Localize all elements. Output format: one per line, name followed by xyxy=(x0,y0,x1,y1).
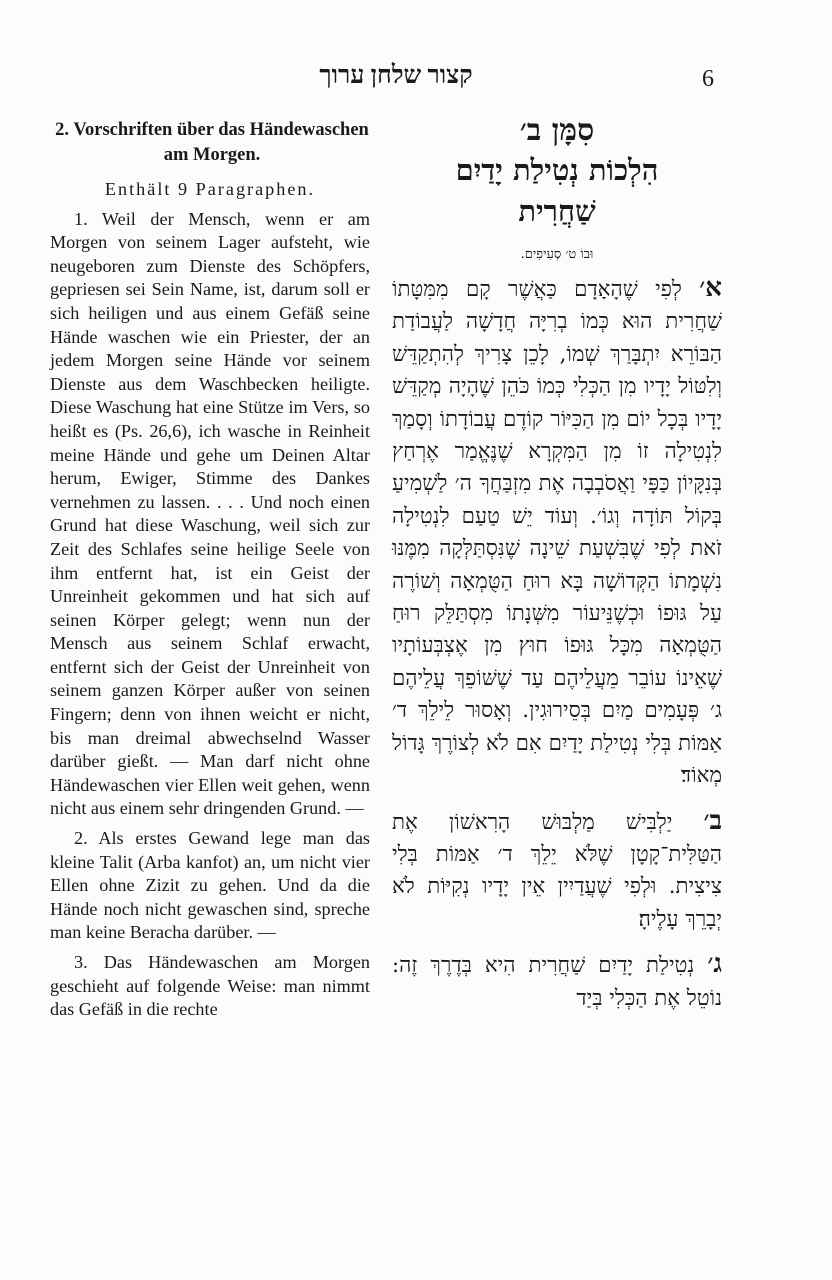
section-title: 2. Vorschriften über das Händewaschen am Morgen. xyxy=(55,120,369,165)
german-paragraph-1: 1. Weil der Mensch, wenn er am Morgen von seinem Lager aufsteht, wie neugeboren zum Dienste des Schöpfers, gepriesen sei Sein Name, ist, darum soll er sich heiligen und aus einem Gefäß seine Hände waschen wie ein Priester, der an jedem Morgen seine Hände vor seinem Dienste aus dem Waschbecken heiligte. Diese Waschung hat eine Stütze im Vers, so heißt es (Ps. 26,6), ich wasche in Reinheit meine Hände und gehe um Deinen Altar herum, Ewiger, Stimme des Dankes vernehmen zu lassen. . . . Und noch einen Grund hat diese Waschung, weil sich zur Zeit des Schlafes seine heilige Seele von ihm entfernt hat, ist ein Geist der Unreinheit gekommen und hat sich auf seinen Körper gelegt; wenn nun der Mensch aus seinem Schlaf erwacht, entfernt sich der Geist der Unreinheit von seinem ganzen Körper außer von seinen Fingern; denn von ihnen weicht er nicht, bis man dreimal abwechselnd Wasser darüber gießt. — Man darf nicht ohne Händewaschen vier Ellen weit gehen, wenn nicht aus einem sehr dringenden Grund. — xyxy=(50,208,370,819)
german-paragraph-2: 2. Als erstes Gewand lege man das kleine Talit (Arba kanfot) an, um nicht vier Ellen ohne Zizit zu gehen. Und da die Hände noch nicht gewaschen sind, spreche man keine Beracha darüber. — xyxy=(50,828,370,943)
page-number: 6 xyxy=(702,66,714,92)
hebrew-paragraph-3 xyxy=(392,948,722,1015)
hebrew-paragraph-count: וּבוֹ ט׳ סְעִיפִים. xyxy=(520,247,594,262)
hebrew-paragraph-1 xyxy=(392,272,722,793)
hebrew-paragraph-letter: ג׳ xyxy=(707,949,722,980)
running-title: קצור שלחן ערוך xyxy=(319,62,473,89)
hebrew-paragraph-text: נְטִילַת יָדַיִם שַׁחֲרִית הִיא בְּדֶרֶךְ זֶה: נוֹטֵל אֶת הַכְּלִי בְּיַד xyxy=(392,953,722,1011)
hebrew-title-line-2: שַׁחֲרִית xyxy=(518,194,596,228)
hebrew-paragraph-text: לְפִי שֶׁהָאָדָם כַּאֲשֶׁר קָם מִמִּטָּתוֹ שַׁחֲרִית הוּא כְּמוֹ בְרִיָּה חֲדָשָׁה לַעֲבוֹדַת הַבּוֹרֵא יִתְבָּרַךְ שְׁמוֹ, לָכֵן צָרִיךְ לְהִתְקַדֵּשׁ וְלִטּוֹל יָדָיו מִן הַכְּלִי כְּמוֹ כֹּהֵן שֶׁהָיָה מְקַדֵּשׁ יָדָיו בְּכָל יוֹם מִן הַכִּיּוֹר קוֹדֶם עֲבוֹדָתוֹ וְסָמַךְ לִנְטִילָה זוֹ מִן הַמִּקְרָא שֶׁנֶּאֱמַר אֶרְחַץ בְּנִקָּיוֹן כַּפָּי וַאֲסֹבְבָה אֶת מִזְבַּחֲךָ ה׳ לַשְׁמִיעַ בְּקוֹל תּוֹדָה וְגוֹ׳. וְעוֹד יֵשׁ טַעַם לִנְטִילָה זֹאת לְפִי שֶׁבִּשְׁעַת שֵׁינָה שֶׁנִּסְתַּלְּקָה מִמֶּנּוּ נִשְׁמָתוֹ הַקְּדוֹשָׁה בָּא רוּחַ הַטֻּמְאָה וְשׁוֹרֶה עַל גּוּפוֹ וּכְשֶׁנֵּיעוֹר מִשְּׁנָתוֹ מִסְתַּלֵּק רוּחַ הַטֻּמְאָה מִכָּל גּוּפוֹ חוּץ מִן אֶצְבְּעוֹתָיו שֶׁאֵינוֹ עוֹבֵר מֵעֲלֵיהֶם עַד שֶׁשּׁוֹפֵךְ עֲלֵיהֶם ג׳ פְּעָמִים מַיִם בְּסֵירוּגִין. וְאָסוּר לֵילֵךְ ד׳ אַמּוֹת בְּלִי נְטִילַת יָדַיִם אִם לֹא לְצוֹרֶךְ גָּדוֹל מְאוֹד׃ xyxy=(392,277,722,789)
hebrew-paragraph-text: יַלְבִּישׁ מַלְבּוּשׁ הָרִאשׁוֹן אֶת הַטַּלִּית־קָטָן שֶׁלֹּא יֵלֵךְ ד׳ אַמּוֹת בְּלִי צִיצִית. וּלְפִי שֶׁעֲדַיִין אֵין יָדָיו נְקִיּוֹת לֹא יְבָרֵךְ עָלֶיהָ׃ xyxy=(392,809,722,932)
hebrew-paragraph-letter: א׳ xyxy=(699,273,722,303)
hebrew-siman-number: סִמָּן ב׳ xyxy=(519,113,595,148)
german-column xyxy=(50,118,370,1028)
german-paragraph-3: 3. Das Händewaschen am Morgen geschieht auf folgende Weise: man nimmt das Gefäß in die rechte xyxy=(50,952,370,1020)
hebrew-paragraph-2 xyxy=(392,805,722,937)
hebrew-column xyxy=(392,112,722,1027)
hebrew-title-line-1: הִלְכוֹת נְטִילַת יָדַיִם xyxy=(455,153,659,187)
hebrew-paragraph-letter: ב׳ xyxy=(703,805,723,836)
paragraph-count: Enthält 9 Paragraphen. xyxy=(104,179,316,199)
